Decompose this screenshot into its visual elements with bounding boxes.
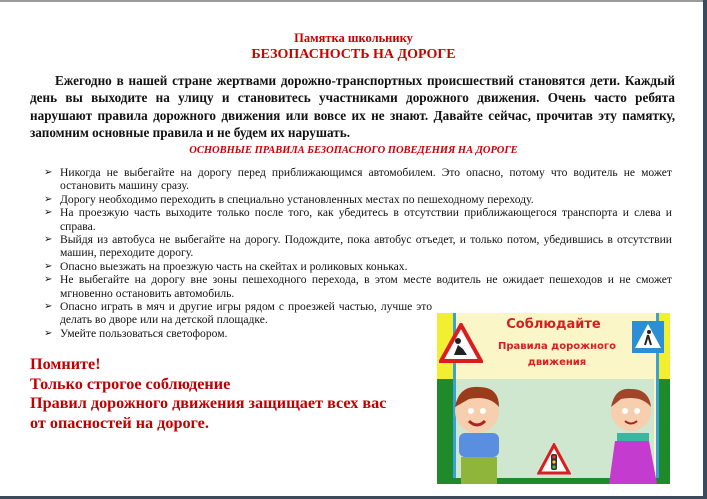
poster-subtitle — [477, 339, 637, 371]
rule-text: Никогда не выбегайте на дорогу перед приближающимся автомобилем. Это опасно, потому что водитель не может остановить машину сразу. — [60, 166, 672, 193]
rule-text: Выйдя из автобуса не выбегайте на дорогу. Подождите, пока автобус отъедет, и только потом, убедившись в отсутствии машин, переходите дорогу. — [60, 233, 672, 260]
boy-cartoon-icon — [439, 381, 519, 484]
rule-text: Дорогу необходимо переходить в специально установленных местах по пешеходному переходу. — [60, 192, 534, 206]
window-right-border — [703, 0, 707, 499]
remember-line: Только строгое соблюдение — [30, 374, 231, 393]
pedestrian-crossing-sign-icon — [632, 321, 664, 353]
rule-text: Не выбегайте на дорогу вне зоны пешеходного перехода, в этом месте водитель не ожидает пешеходов и не сможет мгновенно остановить автомобиль. — [60, 273, 672, 300]
page-top-edge — [0, 0, 707, 2]
arrowhead-bullet-icon: ➢ — [44, 260, 53, 272]
list-item — [44, 166, 672, 193]
arrowhead-bullet-icon: ➢ — [44, 193, 53, 205]
list-item — [44, 327, 432, 340]
list-item — [44, 206, 672, 233]
list-item — [44, 260, 672, 273]
memo-title: БЕЗОПАСНОСТЬ НА ДОРОГЕ — [251, 47, 456, 62]
remember-block — [30, 355, 386, 433]
poster-line: движения — [527, 357, 587, 368]
remember-line: Правил дорожного движения защищает всех вас — [30, 394, 387, 412]
list-item — [44, 233, 672, 260]
list-item — [44, 273, 672, 300]
arrowhead-bullet-icon: ➢ — [44, 207, 53, 219]
girl-cartoon-icon — [597, 381, 667, 484]
poster-line: Правила дорожного — [498, 341, 616, 352]
traffic-light-sign-icon — [537, 443, 571, 475]
arrowhead-bullet-icon: ➢ — [44, 327, 53, 339]
arrowhead-bullet-icon: ➢ — [44, 301, 53, 313]
poster-title: Соблюдайте — [506, 317, 601, 332]
list-item — [44, 193, 672, 206]
rules-heading: ОСНОВНЫЕ ПРАВИЛА БЕЗОПАСНОГО ПОВЕДЕНИЯ НА ДОРОГЕ — [189, 145, 518, 156]
rule-text: Умейте пользоваться светофором. — [60, 326, 228, 340]
rule-text: Опасно играть в мяч и другие игры рядом с проезжей частью, лучше это делать во дворе или на детской площадке. — [60, 300, 432, 327]
remember-line: Помните! — [30, 355, 101, 373]
remember-line: от опасностей на дороге. — [30, 413, 209, 432]
memo-subtitle: Памятка школьнику — [294, 31, 413, 45]
road-rules-poster-image — [437, 313, 670, 484]
arrowhead-bullet-icon: ➢ — [44, 274, 53, 286]
arrowhead-bullet-icon: ➢ — [44, 167, 53, 178]
road-works-sign-icon — [439, 323, 483, 363]
intro-paragraph: Ежегодно в нашей стране жертвами дорожно-транспортных происшествий становятся дети. Каждый день вы выходите на улицу и становитесь участниками дорожного движения. Очень часто ребята нарушают правила дорожного движения или вовсе их не знают. Давайте сейчас, прочитав эту памятку, запомним основные правила и не будем их нарушать. — [30, 73, 675, 140]
rule-text: Опасно выезжать на проезжую часть на скейтах и роликовых коньках. — [60, 259, 408, 273]
list-item — [44, 300, 432, 327]
rule-text: На проезжую часть выходите только после того, как убедитесь в отсутствии приближающегося транспорта и слева и справа. — [60, 206, 672, 233]
arrowhead-bullet-icon: ➢ — [44, 234, 53, 246]
